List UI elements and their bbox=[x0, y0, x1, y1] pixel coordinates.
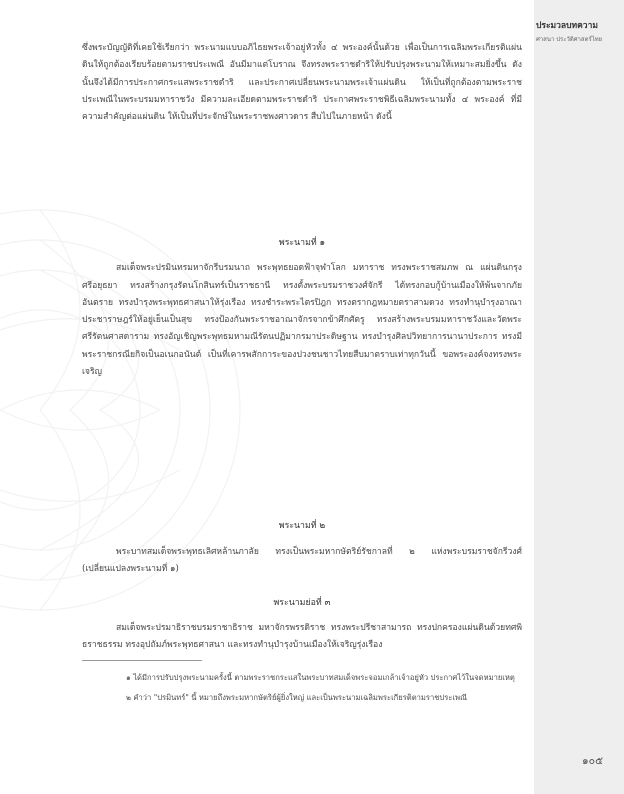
section-heading-1: พระนามที่ ๑ bbox=[278, 238, 326, 248]
footnotes bbox=[82, 670, 522, 710]
section-heading-2: พระนามที่ ๒ bbox=[278, 521, 326, 532]
footnote-1: ๑ ได้มีการปรับปรุงพระนามครั้งนี้ ตามพระราชกระแสในพระบาทสมเด็จพระจอมเกล้าเจ้าอยู่หัว ประกาศไว้ในจดหมายเหตุ bbox=[126, 673, 515, 682]
header-subtitle: ศาสนา ประวัติศาสตร์ไทย bbox=[536, 36, 603, 43]
section-text-3: สมเด็จพระปรมาธิราชบรมราชาธิราช มหาจักรพรรดิราช ทรงพระปรีชาสามารถ ทรงปกครองแผ่นดินด้วยทศพิธราชธรรม ทรงอุปถัมภ์พระพุทธศาสนา และทรงทำนุบำรุงบ้านเมืองให้เจริญรุ่งเรือง bbox=[82, 622, 522, 651]
section-text-1: สมเด็จพระปรมินทรมหาจักรีบรมนาถ พระพุทธยอดฟ้าจุฬาโลก มหาราช ทรงพระราชสมภพ ณ แผ่นดินกรุงศรีอยุธยา ทรงสร้างกรุงรัตนโกสินทร์เป็นราชธานี ทรงตั้งพระบรมราชวงศ์จักรี ได้ทรงกอบกู้บ้านเมืองให้พ้นจากภัยอันตราย ทรงบำรุงพระพุทธศาสนาให้รุ่งเรือง ทรงชำระพระไตรปิฎก ทรงตรากฎหมายตราสามดวง ทรงทำนุบำรุงอาณาประชาราษฎร์ให้อยู่เย็นเป็นสุข ทรงป้องกันพระราชอาณาจักรจากข้าศึกศัตรู ทรงสร้างพระบรมมหาราชวังและวัดพระศรีรัตนศาสดาราม ทรงอัญเชิญพระพุทธมหามณีรัตนปฏิมากรมาประดิษฐาน ทรงบำรุงศิลปวิทยาการนานาประการ ทรงมีพระราชกรณียกิจเป็นอเนกอนันต์ เป็นที่เคารพสักการะของปวงชนชาวไทยสืบมาตราบเท่าทุกวันนี้ ขอพระองค์จงทรงพระเจริญ bbox=[82, 263, 522, 378]
page-number: ๑๐๕ bbox=[582, 755, 604, 767]
footnote-divider bbox=[82, 660, 202, 661]
body-text bbox=[82, 40, 522, 672]
section-text-2: พระบาทสมเด็จพระพุทธเลิศหล้านภาลัย ทรงเป็นพระมหากษัตริย์รัชกาลที่ ๒ แห่งพระบรมราชจักรีวงศ์ (เปลี่ยนแปลงพระนามที่ ๑) bbox=[82, 546, 522, 574]
header-title: ประมวลบทความ bbox=[536, 21, 598, 31]
running-header bbox=[536, 18, 622, 44]
footnote-2: ๒ คำว่า "ปรมินทร์" นี้ หมายถึงพระมหากษัตริย์ผู้ยิ่งใหญ่ และเป็นพระนามเฉลิมพระเกียรติตามราชประเพณี bbox=[126, 693, 468, 702]
side-margin-band bbox=[534, 0, 624, 794]
intro-paragraph: ซึ่งพระบัญญัติที่เคยใช้เรียกว่า พระนามแบบอภิไธยพระเจ้าอยู่หัวทั้ง ๔ พระองค์นั้นด้วย เพื่อเป็นการเฉลิมพระเกียรติแผ่นดินให้ถูกต้องเรียบร้อยตามราชประเพณี อันมีมาแต่โบราณ จึงทรงพระราชดำริให้ปรับปรุงพระนามให้เหมาะสมยิ่งขึ้น ดังนั้นจึงได้มีการประกาศกระแสพระราชดำริ และประกาศเปลี่ยนพระนามพระเจ้าแผ่นดิน ให้เป็นที่ถูกต้องตามพระราชประเพณีในพระบรมมหาราชวัง มีความละเอียดตามพระราชดำริ ประกาศพระราชพิธีเฉลิมพระนามทั้ง ๔ พระองค์ ที่มีความสำคัญต่อแผ่นดิน ให้เป็นที่ประจักษ์ในพระราชพงศาวดาร สืบไปในภายหน้า ดังนี้ bbox=[82, 43, 522, 123]
section-heading-3: พระนามย่อที่ ๓ bbox=[273, 597, 331, 608]
